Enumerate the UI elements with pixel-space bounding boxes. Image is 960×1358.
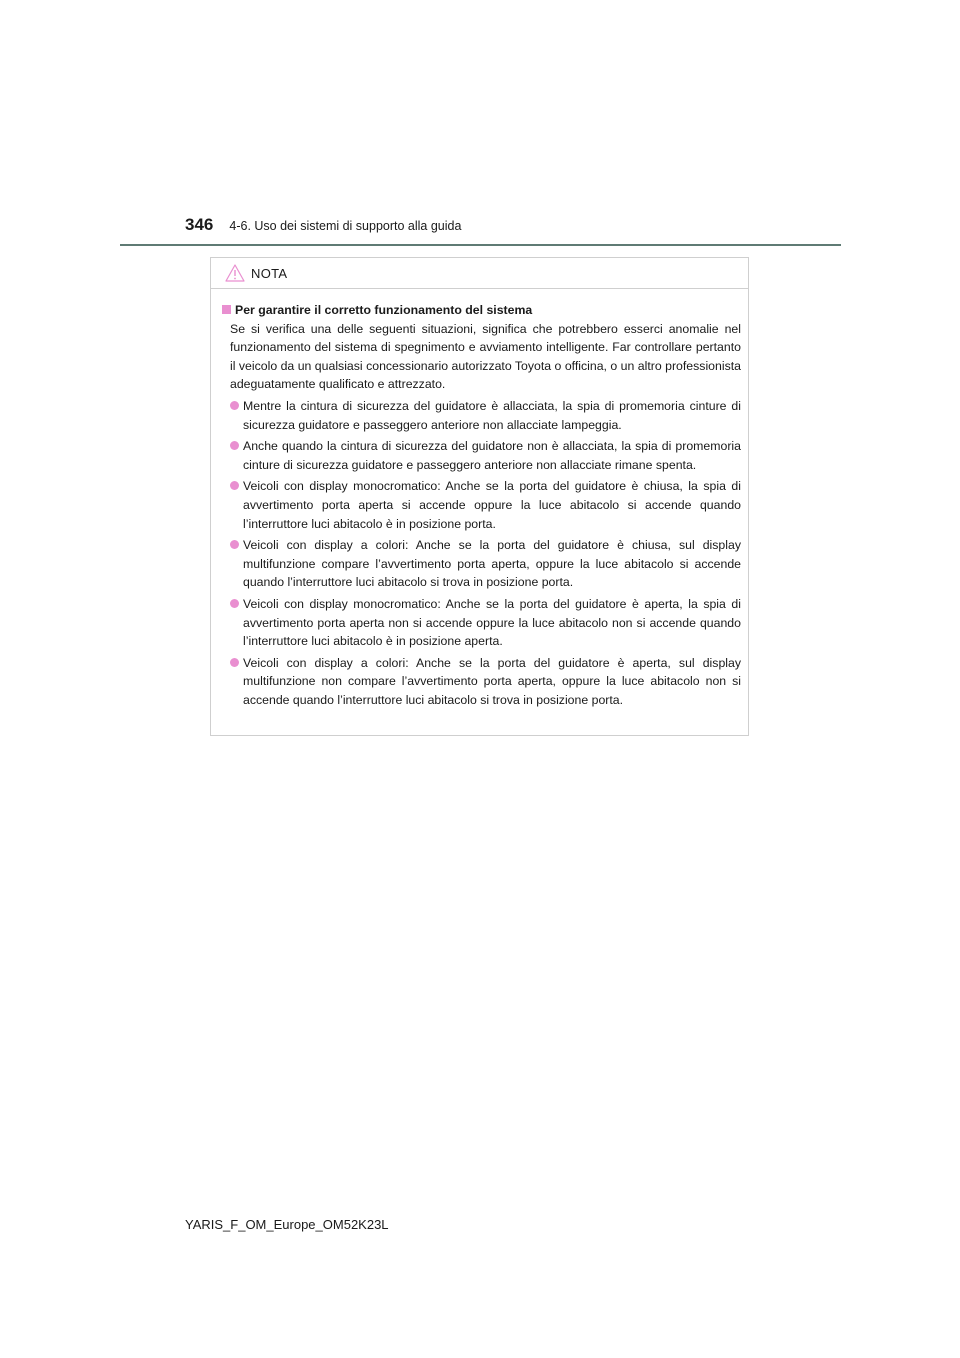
bullet-dot-icon	[230, 540, 239, 549]
bullet-dot-icon	[230, 599, 239, 608]
bullet-dot-icon	[230, 401, 239, 410]
list-item-text: Mentre la cintura di sicurezza del guidatore è allacciata, la spia di promemoria cinture di sicurezza guidatore e passeggero anteriore non allacciate lampeggia.	[243, 398, 741, 432]
bullet-dot-icon	[230, 658, 239, 667]
list-item	[230, 437, 741, 474]
notice-header	[211, 258, 748, 289]
list-item-text: Veicoli con display monocromatico: Anche se la porta del guidatore è aperta, la spia di avvertimento porta aperta non si accende oppure la luce abitacolo non si accende quando l’interruttore luci abitacolo è in posizione aperta.	[243, 596, 741, 649]
list-item	[230, 397, 741, 434]
list-item	[230, 477, 741, 533]
section-title: 4-6. Uso dei sistemi di supporto alla guida	[229, 219, 462, 233]
bullet-dot-icon	[230, 441, 239, 450]
section-heading-text: Per garantire il corretto funzionamento del sistema	[235, 303, 533, 317]
page-header	[185, 215, 461, 235]
list-item	[230, 536, 741, 592]
intro-paragraph: Se si verifica una delle seguenti situazioni, significa che potrebbero esserci anomalie nel funzionamento del sistema di spegnimento e avviamento intelligente. Far controllare pertanto il veicolo da un qualsiasi concessionario autorizzato Toyota o officina, o un altro professionista adeguatamente qualificato e attrezzato.	[230, 321, 741, 392]
notice-title: NOTA	[251, 265, 288, 281]
document-code: YARIS_F_OM_Europe_OM52K23L	[185, 1217, 389, 1232]
square-bullet-icon	[222, 305, 231, 314]
notice-box	[210, 257, 749, 736]
list-item-text: Veicoli con display a colori: Anche se la porta del guidatore è chiusa, sul display multifunzione compare l’avvertimento porta aperta, oppure la luce abitacolo si accende quando l’interruttore luci abitacolo si trova in posizione porta.	[243, 538, 741, 590]
list-item-text: Anche quando la cintura di sicurezza del guidatore non è allacciata, la spia di promemoria cinture di sicurezza guidatore e passeggero anteriore non allacciate rimane spenta.	[243, 439, 741, 472]
list-item-text: Veicoli con display monocromatico: Anche se la porta del guidatore è chiusa, la spia di avvertimento porta aperta si accende oppure la luce abitacolo si accende quando l’interruttore luci abitacolo è in posizione porta.	[243, 479, 741, 531]
page-number: 346	[185, 215, 214, 234]
header-divider	[120, 244, 841, 246]
bullet-dot-icon	[230, 481, 239, 490]
list-item-text: Veicoli con display a colori: Anche se la porta del guidatore è aperta, sul display multifunzione non compare l’avvertimento porta aperta, oppure la luce abitacolo non si accende quando l’interruttore luci abitacolo si trova in posizione porta.	[243, 655, 741, 707]
warning-triangle-icon	[225, 264, 245, 282]
list-item	[230, 654, 741, 710]
notice-body	[211, 289, 748, 709]
list-item	[230, 595, 741, 651]
section-heading	[218, 301, 741, 320]
